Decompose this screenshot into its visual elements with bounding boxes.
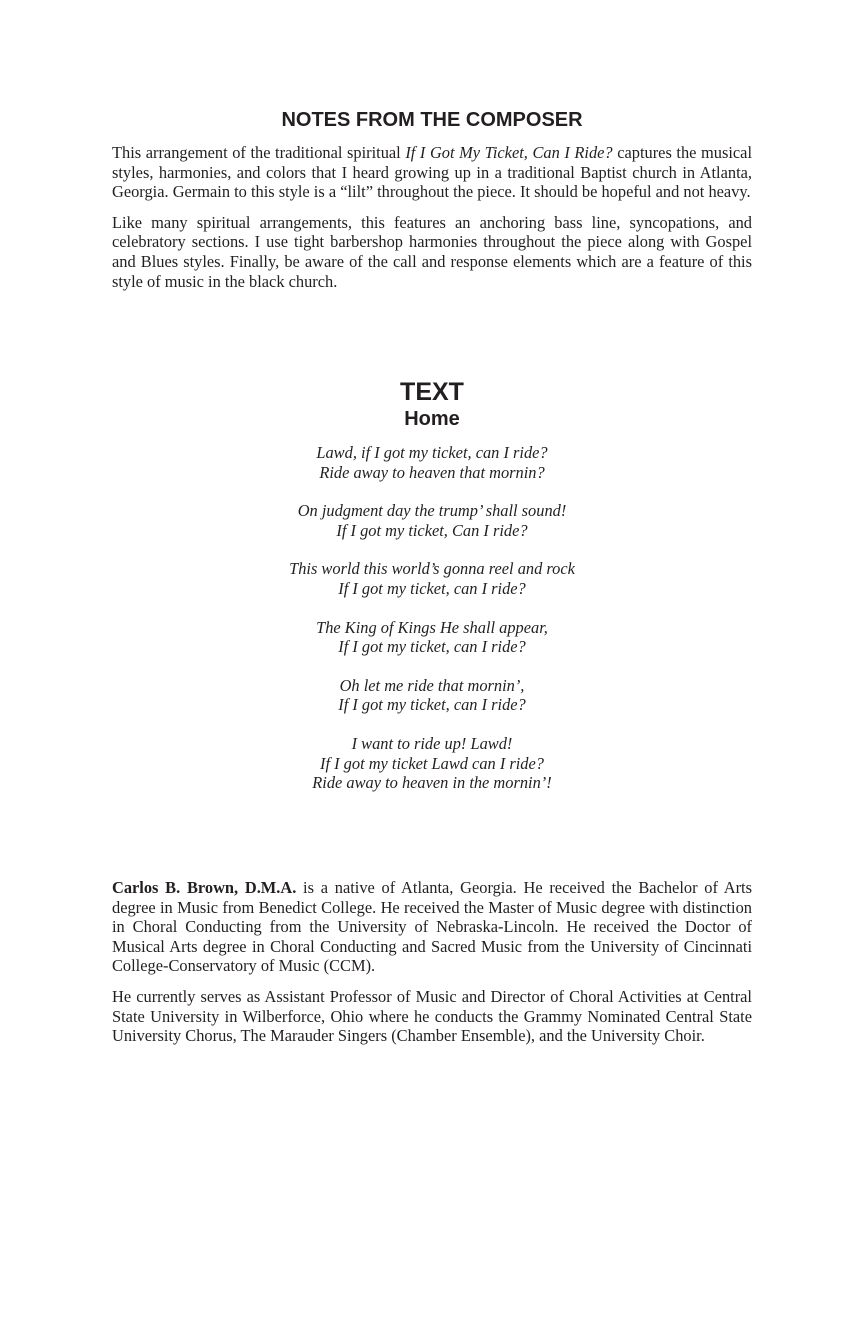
composer-notes [112,143,752,291]
lyric-stanza [112,501,752,540]
text-subheading: Home [404,408,460,430]
lyric-stanza [112,618,752,657]
lyrics [112,443,752,812]
lyric-stanza [112,443,752,482]
song-title: If I Got My Ticket, Can I Ride? [405,143,613,162]
composer-notes-p1-before: This arrangement of the traditional spiritual [112,143,406,162]
lyric-line: On judgment day the trump’ shall sound! [297,501,567,521]
composer-name: Carlos B. Brown, D.M.A. [112,878,297,897]
bio-paragraph-1 [112,878,752,976]
lyric-line: If I got my ticket, can I ride? [338,578,526,598]
lyric-line: I want to ride up! Lawd! [351,733,513,753]
bio-p1-rest: is a native of Atlanta, Georgia. He received the Bachelor of Arts degree in Music from Benedict College. He received the Master of Music degree with distinction in Choral Conducting from the University of Nebraska-Lincoln. He received the Doctor of Musical Arts degree in Choral Conducting and Sacred Music from the University of Cincinnati College-Conservatory of Music (CCM). [112,878,752,976]
bio-paragraph-2: He currently serves as Assistant Professor of Music and Director of Choral Activities at Central State University in Wilberforce, Ohio where he conducts the Grammy Nominated Central State University Chorus, The Marauder Singers (Chamber Ensemble), and the University Choir. [112,986,752,1046]
lyric-stanza [112,734,752,793]
lyric-line: This world this world’s gonna reel and rock [289,559,575,579]
lyric-line: Lawd, if I got my ticket, can I ride? [316,443,548,462]
lyric-line: If I got my ticket, can I ride? [338,695,526,715]
lyric-line: Oh let me ride that mornin’, [339,675,525,695]
lyric-line: If I got my ticket Lawd can I ride? [320,753,544,773]
lyric-stanza [112,559,752,598]
lyric-line: If I got my ticket, can I ride? [338,637,526,657]
composer-notes-heading: NOTES FROM THE COMPOSER [281,109,583,131]
composer-bio [112,878,752,1046]
lyric-line: Ride away to heaven in the mornin’! [312,773,552,793]
composer-notes-paragraph-2: Like many spiritual arrangements, this features an anchoring bass line, syncopations, and celebratory sections. I use tight barbershop harmonies throughout the piece along with Gospel and Blues styles. Finally, be aware of the call and response elements which are a feature of this style of music in the black church. [112,212,752,291]
composer-notes-p1-after: captures the musical styles, harmonies, and colors that I heard growing up in a traditional Baptist church in Atlanta, Georgia. Germain to this style is a “lilt” throughout the piece. It should be hopeful and not heavy. [112,143,753,202]
text-heading: TEXT [400,378,464,406]
lyric-line: If I got my ticket, Can I ride? [336,520,528,540]
lyric-line: Ride away to heaven that mornin? [319,462,545,482]
composer-notes-paragraph-1 [112,143,752,202]
lyric-line: The King of Kings He shall appear, [316,617,548,637]
lyric-stanza [112,676,752,715]
